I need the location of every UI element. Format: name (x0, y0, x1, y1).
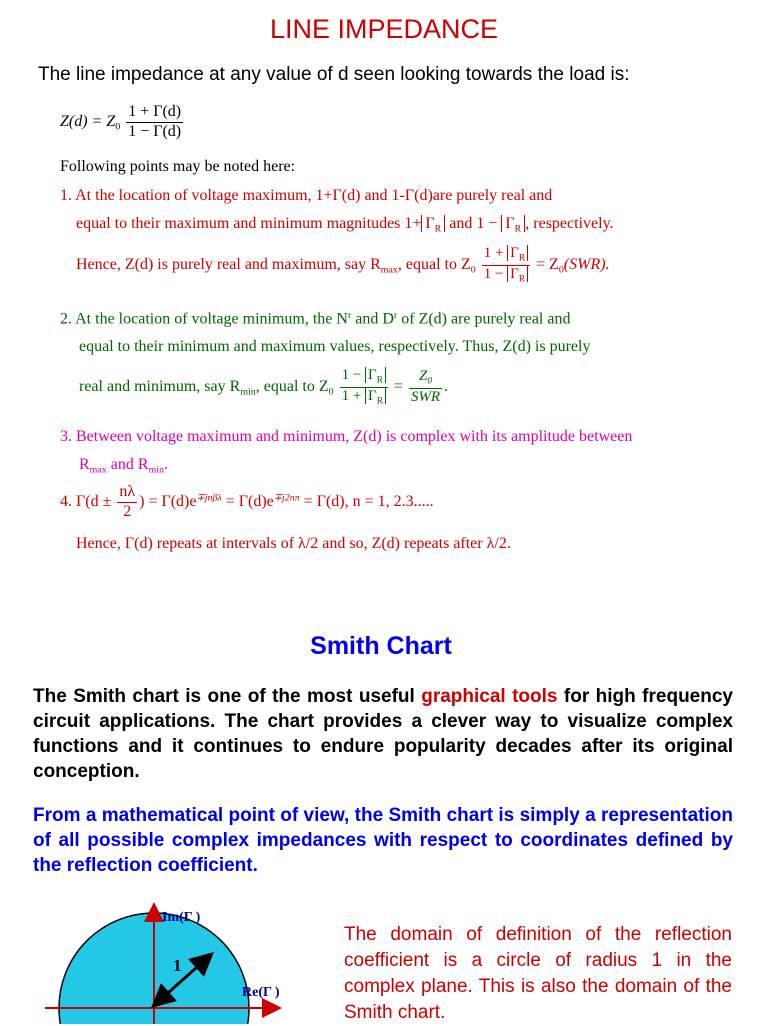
radius-label: 1 (173, 956, 182, 975)
point2-line2: equal to their minimum and maximum values, respectively. Thus, Z(d) is purely (79, 338, 591, 355)
points-intro: Following points may be noted here: (60, 158, 296, 175)
point1-line2: equal to their maximum and minimum magnitudes $1+ \Gamma_R$ and $1 - \Gamma_R$ , respectively. (76, 215, 614, 235)
smith-paragraph-2: From a mathematical point of view, the Smith chart is simply a representation of all possible complex impedances with respect to coordinates defined by the reflection coefficient. (33, 805, 733, 876)
point4-line1: 4. Γ(d ± $\frac{n\lambda}{2}$ ) = $\Gamma(d)e^{\mp jn\beta\lambda} = \Gamma(d)e^{\mp j2n\pi} = \Gamma(d)$, n = 1, 2.3..... (60, 483, 434, 520)
impedance-formula: $Z(d) = Z_0$ $\frac{1 + \Gamma(d)}{1 - \Gamma(d)}$ (60, 103, 182, 140)
smith-paragraph-3: The domain of definition of the reflection coefficient is a circle of radius 1 in the complex plane. This is also the domain of the Smith chart. (344, 924, 732, 1023)
smith-paragraph-1: The Smith chart is one of the most useful graphical tools for high frequency circuit applications. The chart provides a clever way to visualize complex functions and it continues to endure popularity decades after its original conception. (33, 686, 733, 782)
intro-text: The line impedance at any value of d seen looking towards the load is: (38, 64, 630, 85)
point1-line3: Hence, Z(d) is purely real and maximum, say $R_{max}$, equal to $Z_0$ $\frac{1 + \Gamma_R}{1 - \Gamma_R}$ = $Z_0(SWR)$. (76, 245, 610, 285)
smith-chart-title: Smith Chart (310, 632, 452, 660)
re-axis-label: Re(Γ ) (242, 985, 280, 1000)
page-title: LINE IMPEDANCE (269, 14, 499, 44)
point3-line2: $R_{max}$ and $R_{min}$. (79, 456, 168, 476)
point2-line3: real and minimum, say $R_{min}$, equal to $Z_0$ $\frac{1 - \Gamma_R}{1 + \Gamma_R}$ = $\frac{Z_0}{\text{SWR}}$ . (79, 367, 449, 407)
point4-hence: Hence, Γ(d) repeats at intervals of λ/2 and so, Z(d) repeats after λ/2. (76, 535, 511, 552)
point2-line1: 2. At the location of voltage minimum, the $N^r$ and $D^r$ of Z(d) are purely real and (60, 310, 571, 328)
im-axis-label: Im(Γ ) (162, 910, 201, 925)
point1-line1: 1. At the location of voltage maximum, 1+Γ(d) and 1-Γ(d)are purely real and (60, 187, 553, 204)
point3-line1: 3. Between voltage maximum and minimum, Z(d) is complex with its amplitude between (60, 428, 633, 445)
